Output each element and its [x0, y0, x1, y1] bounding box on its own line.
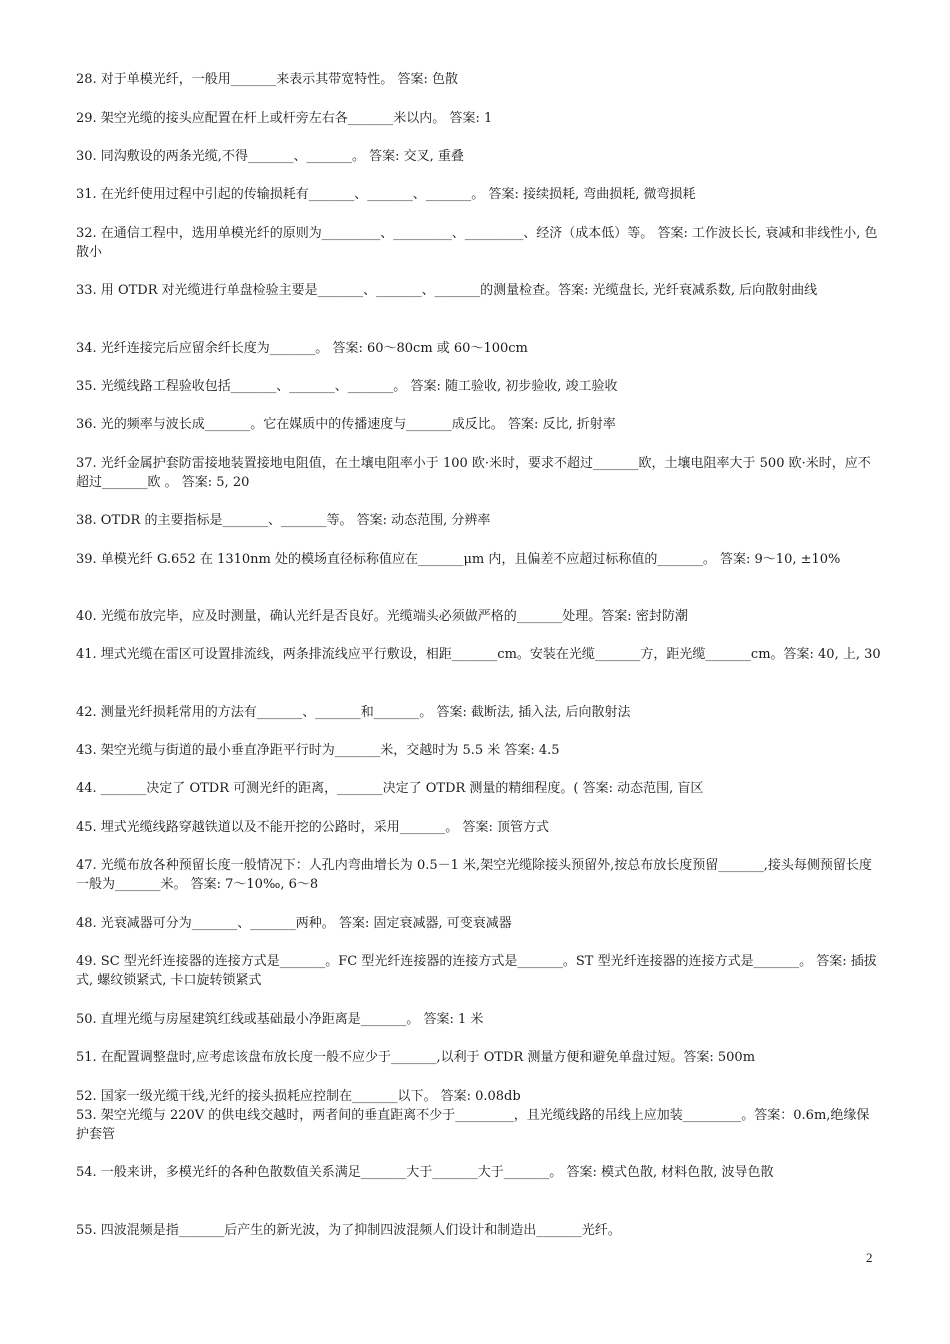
question-52: 52. 国家一级光缆干线,光纤的接头损耗应控制在_______以下。 答案: 0.08db: [76, 1089, 521, 1104]
question-28: 28. 对于单模光纤，一般用_______来表示其带宽特性。 答案: 色散: [76, 72, 458, 87]
question-33: 33. 用 OTDR 对光缆进行单盘检验主要是_______、_______、_______的测量检查。答案: 光缆盘长, 光纤衰减系数, 后向散射曲线: [76, 283, 818, 298]
question-29: 29. 架空光缆的接头应配置在杆上或杆旁左右各_______米以内。 答案: 1: [76, 111, 493, 126]
question-45: 45. 埋式光缆线路穿越铁道以及不能开挖的公路时，采用_______。 答案: 顶管方式: [76, 820, 549, 835]
question-54: 54. 一般来讲，多模光纤的各种色散数值关系满足_______大于_______大于_______。 答案: 模式色散, 材料色散, 波导色散: [76, 1165, 774, 1180]
question-44: 44. _______决定了 OTDR 可测光纤的距离，_______决定了 OTDR 测量的精细程度。( 答案: 动态范围, 盲区: [76, 781, 704, 796]
question-34: 34. 光纤连接完后应留余纤长度为_______。 答案: 60～80cm 或 60～100cm: [76, 341, 528, 356]
page-number: 2: [866, 1250, 873, 1265]
question-39: 39. 单模光纤 G.652 在 1310nm 处的模场直径标称值应在_______μm 内，且偏差不应超过标称值的_______。 答案: 9～10, ±10%: [76, 552, 841, 567]
question-49: 49. SC 型光纤连接器的连接方式是_______。FC 型光纤连接器的连接方式是_______。ST 型光纤连接器的连接方式是_______。 答案: 插拔式, 螺纹锁紧式, 卡口旋转锁紧式: [76, 954, 877, 988]
question-50: 50. 直埋光缆与房屋建筑红线或基础最小净距离是_______。 答案: 1 米: [76, 1012, 484, 1027]
question-40: 40. 光缆布放完毕，应及时测量，确认光纤是否良好。光缆端头必须做严格的_______处理。答案: 密封防潮: [76, 609, 688, 624]
question-42: 42. 测量光纤损耗常用的方法有_______、_______和_______。 答案: 截断法, 插入法, 后向散射法: [76, 705, 631, 720]
question-31: 31. 在光纤使用过程中引起的传输损耗有_______、_______、_______。 答案: 接续损耗, 弯曲损耗, 微弯损耗: [76, 187, 696, 202]
question-53: 53. 架空光缆与 220V 的供电线交越时，两者间的垂直距离不少于_________，且光缆线路的吊线上应加装_________。答案：0.6m,绝缘保护套管: [76, 1108, 870, 1142]
question-38: 38. OTDR 的主要指标是_______、_______等。 答案: 动态范围, 分辨率: [76, 513, 491, 528]
question-55: 55. 四波混频是指_______后产生的新光波，为了抑制四波混频人们设计和制造出_______光纤。: [76, 1223, 621, 1238]
question-37: 37. 光纤金属护套防雷接地装置接地电阻值，在土壤电阻率小于 100 欧·米时，要求不超过_______欧，土壤电阻率大于 500 欧·米时，应不超过_______欧 。 答案: 5, 20: [76, 456, 871, 490]
question-43: 43. 架空光缆与街道的最小垂直净距平行时为_______米，交越时为 5.5 米 答案: 4.5: [76, 743, 560, 758]
question-35: 35. 光缆线路工程验收包括_______、_______、_______。 答案: 随工验收, 初步验收, 竣工验收: [76, 379, 618, 394]
question-36: 36. 光的频率与波长成_______。它在媒质中的传播速度与_______成反比。 答案: 反比, 折射率: [76, 417, 616, 432]
question-41: 41. 埋式光缆在雷区可设置排流线，两条排流线应平行敷设，相距_______cm。安装在光缆_______方，距光缆_______cm。答案: 40, 上, 30: [76, 647, 881, 662]
question-32: 32. 在通信工程中，选用单模光纤的原则为_________、_________、_________、经济（成本低）等。 答案: 工作波长长, 衰减和非线性小, 色散小: [76, 226, 878, 260]
question-30: 30. 同沟敷设的两条光缆,不得_______、_______。 答案: 交叉, 重叠: [76, 149, 464, 164]
question-51: 51. 在配置调整盘时,应考虑该盘布放长度一般不应少于_______,以利于 OTDR 测量方便和避免单盘过短。答案: 500m: [76, 1050, 756, 1065]
question-48: 48. 光衰减器可分为_______、_______两种。 答案: 固定衰减器, 可变衰减器: [76, 916, 512, 931]
question-47: 47. 光缆布放各种预留长度一般情况下：人孔内弯曲增长为 0.5－1 米,架空光缆除接头预留外,按总布放长度预留_______,接头每侧预留长度一般为_______米。 答案: 7～10‰, 6～8: [76, 858, 872, 892]
